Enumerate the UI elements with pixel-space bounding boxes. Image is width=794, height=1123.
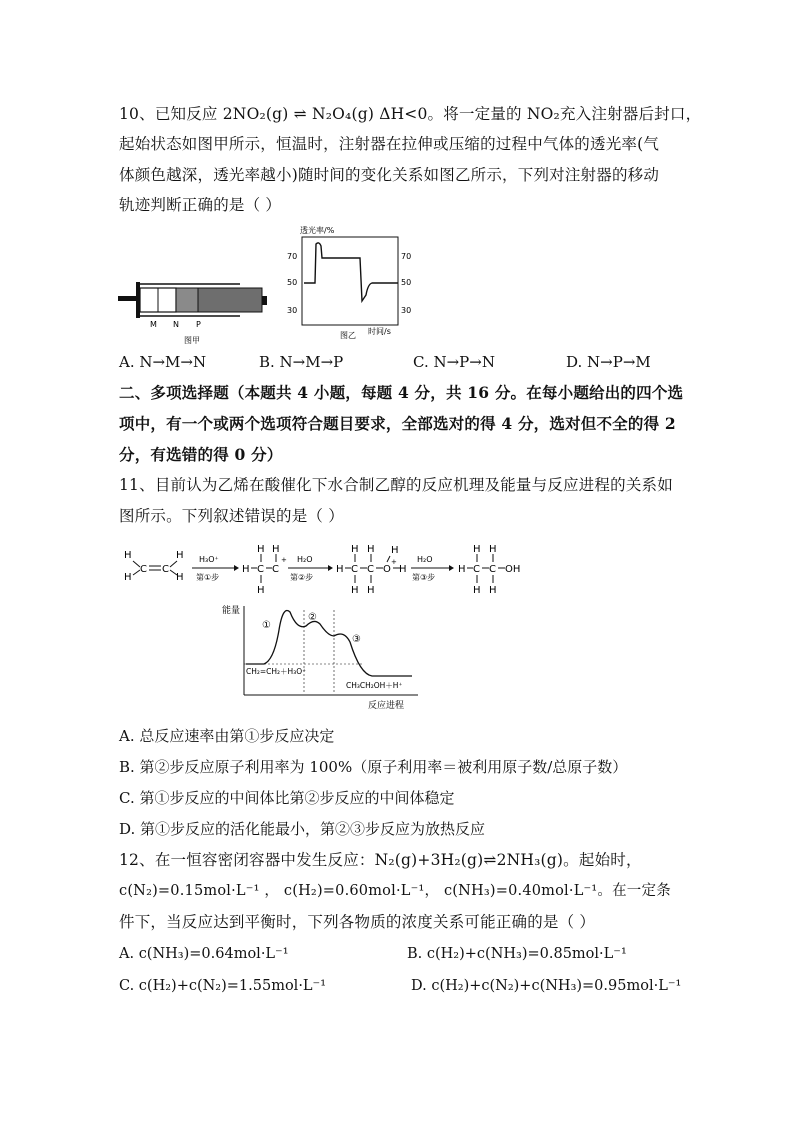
svg-text:O: O xyxy=(383,564,391,575)
peak-1-label: ① xyxy=(262,620,271,631)
energy-diagram xyxy=(222,600,422,712)
q11-option-b[interactable]: B. 第②步反应原子利用率为 100%（原子利用率＝被利用原子数/总原子数） xyxy=(119,758,628,776)
section2-line-1: 二、多项选择题（本题共 4 小题，每题 4 分，共 16 分。在每小题给出的四个选 xyxy=(119,383,684,402)
svg-text:H: H xyxy=(124,550,132,561)
q12-option-c[interactable]: C. c(H₂)+c(N₂)=1.55mol·L⁻¹ xyxy=(119,978,327,994)
svg-text:C: C xyxy=(351,564,358,575)
svg-text:C: C xyxy=(367,564,374,575)
svg-text:H: H xyxy=(176,550,184,561)
syringe-figure xyxy=(118,268,278,348)
svg-text:H: H xyxy=(336,564,344,575)
syringe-caption: 图甲 xyxy=(184,336,200,345)
q10-option-b[interactable]: B. N→M→P xyxy=(259,353,344,371)
step-3-label: 第③步 xyxy=(412,573,436,582)
svg-text:C: C xyxy=(257,564,264,575)
q10-line-1: 10、已知反应 2NO₂(g) ⇌ N₂O₄(g) ΔH<0。将一定量的 NO₂充入注射器后封口， xyxy=(119,105,702,123)
q11-option-a[interactable]: A. 总反应速率由第①步反应决定 xyxy=(119,727,335,745)
q10-option-d[interactable]: D. N→P→M xyxy=(566,353,651,371)
ytick-70-left: 70 xyxy=(287,252,298,261)
syringe-gas-section xyxy=(198,288,262,312)
svg-text:C: C xyxy=(162,564,169,575)
svg-text:H: H xyxy=(458,564,466,575)
q11-option-d[interactable]: D. 第①步反应的活化能最小，第②③步反应为放热反应 xyxy=(119,820,486,838)
svg-text:H: H xyxy=(257,585,265,596)
chart-caption: 图乙 xyxy=(340,331,356,340)
peak-3-label: ③ xyxy=(352,634,361,645)
ytick-30-right: 30 xyxy=(401,306,412,315)
q10-line-4: 轨迹判断正确的是（ ） xyxy=(119,196,282,214)
syringe-plunger-rod xyxy=(118,296,136,301)
reagent-2: H₂O xyxy=(297,555,313,564)
ytick-70-right: 70 xyxy=(401,252,412,261)
syringe-plunger-head xyxy=(136,282,140,318)
syringe-tip xyxy=(262,296,267,305)
syringe-label-m: M xyxy=(150,320,157,329)
q11-line-1: 11、目前认为乙烯在酸催化下水合制乙醇的反应机理及能量与反应进程的关系如 xyxy=(119,476,673,494)
svg-text:H: H xyxy=(124,572,132,583)
peak-2-label: ② xyxy=(308,612,317,623)
section2-line-2: 项中，有一个或两个选项符合题目要求，全部选对的得 4 分，选对但不全的得 2 xyxy=(119,414,676,433)
product-label: CH₃CH₂OH＋H⁺ xyxy=(346,681,403,690)
section2-line-3: 分，有选错的得 0 分） xyxy=(119,445,283,464)
svg-text:H: H xyxy=(351,585,359,596)
energy-ylabel: 能量 xyxy=(222,606,241,616)
svg-text:H: H xyxy=(242,564,250,575)
svg-text:+: + xyxy=(391,558,397,566)
reagent-1: H₃O⁺ xyxy=(199,555,219,564)
svg-text:H: H xyxy=(473,585,481,596)
q10-line-3: 体颜色越深，透光率越小)随时间的变化关系如图乙所示，下列对注射器的移动 xyxy=(119,166,660,184)
chart-xlabel: 时间/s xyxy=(368,327,391,336)
syringe-dark-section xyxy=(176,288,198,312)
svg-text:C: C xyxy=(473,564,480,575)
svg-text:H: H xyxy=(489,544,497,555)
svg-text:H: H xyxy=(367,544,375,555)
q11-line-2: 图所示。下列叙述错误的是（ ） xyxy=(119,507,344,525)
mechanism-scheme xyxy=(120,540,540,596)
ethanol-oh: OH xyxy=(505,564,521,575)
q12-line-1: 12、在一恒容密闭容器中发生反应：N₂(g)+3H₂(g)⇌2NH₃(g)。起始时， xyxy=(119,851,642,869)
q10-line-2: 起始状态如图甲所示，恒温时，注射器在拉伸或压缩的过程中气体的透光率(气 xyxy=(119,135,660,153)
svg-text:H: H xyxy=(367,585,375,596)
q11-option-c[interactable]: C. 第①步反应的中间体比第②步反应的中间体稳定 xyxy=(119,789,455,807)
chart-ylabel: 透光率/% xyxy=(300,226,335,235)
transmittance-chart xyxy=(282,222,412,340)
q12-line-3: 件下，当反应达到平衡时，下列各物质的浓度关系可能正确的是（ ） xyxy=(119,913,596,931)
ytick-30-left: 30 xyxy=(287,306,298,315)
ytick-50-left: 50 xyxy=(287,278,298,287)
energy-xlabel: 反应进程 xyxy=(368,701,405,711)
step-1-label: 第①步 xyxy=(196,573,220,582)
q12-option-d[interactable]: D. c(H₂)+c(N₂)+c(NH₃)=0.95mol·L⁻¹ xyxy=(411,978,682,994)
svg-text:C: C xyxy=(272,564,279,575)
q10-option-a[interactable]: A. N→M→N xyxy=(119,353,207,371)
step-2-label: 第②步 xyxy=(290,573,314,582)
svg-text:C: C xyxy=(140,564,147,575)
svg-text:H: H xyxy=(176,572,184,583)
ytick-50-right: 50 xyxy=(401,278,412,287)
reagent-3: H₂O xyxy=(417,555,433,564)
svg-text:C: C xyxy=(489,564,496,575)
svg-text:H: H xyxy=(272,544,280,555)
q10-option-c[interactable]: C. N→P→N xyxy=(413,353,495,371)
syringe-label-p: P xyxy=(196,320,201,329)
svg-text:H: H xyxy=(391,545,399,556)
svg-text:H: H xyxy=(399,564,407,575)
transmittance-curve xyxy=(304,243,398,301)
svg-text:+: + xyxy=(281,556,287,564)
syringe-label-n: N xyxy=(173,320,179,329)
svg-text:H: H xyxy=(351,544,359,555)
q12-line-2: c(N₂)=0.15mol·L⁻¹ ， c(H₂)=0.60mol·L⁻¹， c(NH₃)=0.40mol·L⁻¹。在一定条 xyxy=(119,883,671,899)
svg-text:H: H xyxy=(489,585,497,596)
svg-text:H: H xyxy=(257,544,265,555)
reactant-label: CH₂=CH₂＋H₃O⁺ xyxy=(246,667,307,676)
svg-text:H: H xyxy=(473,544,481,555)
q12-option-b[interactable]: B. c(H₂)+c(NH₃)=0.85mol·L⁻¹ xyxy=(407,946,627,962)
q12-option-a[interactable]: A. c(NH₃)=0.64mol·L⁻¹ xyxy=(119,946,289,962)
